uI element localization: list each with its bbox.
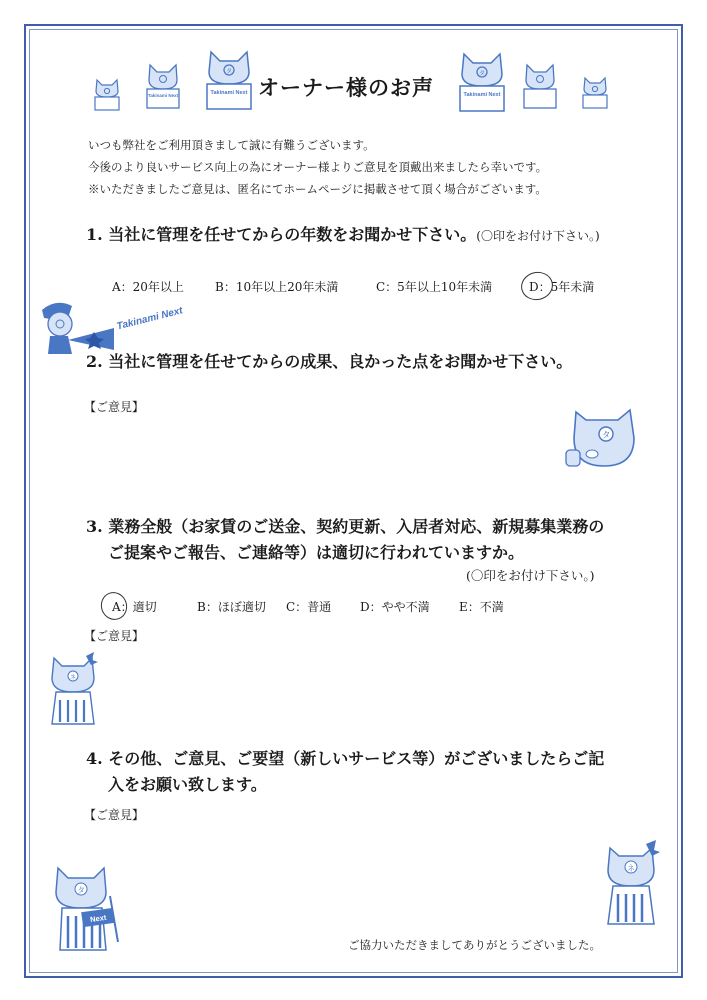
mascot-badge-text: タ xyxy=(77,886,85,895)
mascot-flag-text: Next xyxy=(89,912,107,925)
mascot-sign-large-left xyxy=(203,46,255,112)
question-1 xyxy=(86,221,600,250)
mascot-girl-right xyxy=(604,840,660,926)
q3-option-e[interactable]: E：不満 xyxy=(459,600,504,614)
mascot-thumbs-up xyxy=(566,404,644,476)
mascot-sign-large-right xyxy=(456,48,508,114)
mascot-badge-text: タ xyxy=(478,69,486,77)
question-3-line-2: ご提案やご報告、ご連絡等）は適切に行われていますか。 xyxy=(108,543,525,562)
mascot-badge-text: ネ xyxy=(627,864,635,873)
mascot-sign-text: Takinami Next xyxy=(147,93,179,98)
mascot-badge-text: タ xyxy=(225,67,233,75)
q1-option-b[interactable]: B：10年以上20年未満 xyxy=(215,280,339,294)
q2-opinion-label: 【ご意見】 xyxy=(84,400,145,414)
mascot-sign-mid-right xyxy=(520,60,560,110)
mascot-flag-left xyxy=(52,862,124,954)
q3-option-a[interactable]: A：適切 xyxy=(112,600,157,614)
intro-line-1: いつも弊社をご利用頂きまして誠に有難うございます。 xyxy=(88,138,375,152)
intro-line-2: 今後のより良いサービス向上の為にオーナー様よりご意見を頂戴出来ましたら幸いです。 xyxy=(88,160,548,174)
mascot-sign-text: Takinami Next xyxy=(210,90,248,96)
intro-line-3: ※いただきましたご意見は、匿名にてホームページに掲載させて頂く場合がございます。 xyxy=(88,182,547,196)
question-3-note: (〇印をお付け下さい。) xyxy=(466,568,595,583)
mascot-sign-mid-left xyxy=(143,60,183,110)
q3-opinion-label: 【ご意見】 xyxy=(84,629,145,643)
q4-opinion-label: 【ご意見】 xyxy=(84,808,145,822)
question-2: 2. 当社に管理を任せてからの成果、良かった点をお聞かせ下さい。 xyxy=(86,352,573,371)
q3-option-d[interactable]: D：やや不満 xyxy=(360,600,430,614)
question-4-line-2: 入をお願い致します。 xyxy=(108,775,267,794)
closing-thanks: ご協力いただきましてありがとうございました。 xyxy=(348,938,601,952)
mascot-megaphone-text: Takinami Next xyxy=(115,305,184,333)
q1-option-c[interactable]: C：5年以上10年未満 xyxy=(376,280,493,294)
mascot-sign-small-right xyxy=(580,74,610,110)
question-1-note: (〇印をお付け下さい。) xyxy=(476,229,600,243)
mascot-girl-left xyxy=(48,652,98,726)
q1-option-d[interactable]: D：5年未満 xyxy=(529,280,595,294)
q3-option-c[interactable]: C：普通 xyxy=(286,600,332,614)
q3-option-b[interactable]: B：ほぼ適切 xyxy=(197,600,266,614)
q1-option-a[interactable]: A：20年以上 xyxy=(112,280,184,294)
question-1-text: 1. 当社に管理を任せてからの年数をお聞かせ下さい。 xyxy=(86,225,477,244)
question-3-line-1: 3. 業務全般（お家賃のご送金、契約更新、入居者対応、新規募集業務の xyxy=(86,517,605,536)
page-title: オーナー様のお声 xyxy=(258,75,434,100)
question-4-line-1: 4. その他、ご意見、ご要望（新しいサービス等）がございましたらご記 xyxy=(86,749,605,768)
mascot-sign-text: Takinami Next xyxy=(463,92,501,98)
mascot-badge-text: タ xyxy=(601,431,611,441)
mascot-badge-text: ネ xyxy=(69,673,77,681)
mascot-sign-small-left xyxy=(92,76,122,112)
